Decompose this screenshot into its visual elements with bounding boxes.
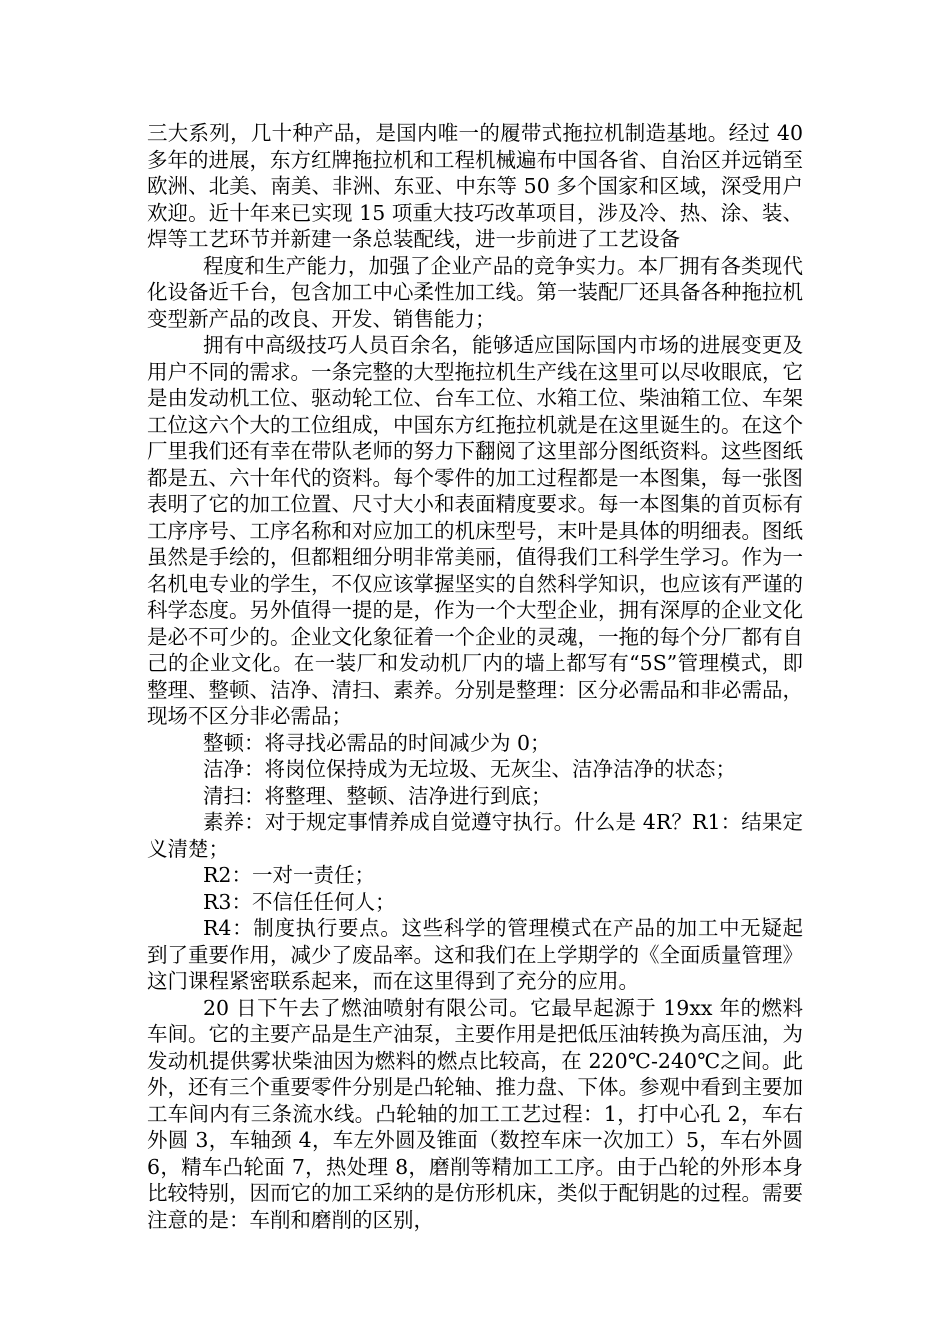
paragraph-5: 洁净：将岗位保持成为无垃圾、无灰尘、洁净洁净的状态； bbox=[203, 757, 736, 781]
paragraph-1: 三大系列，几十种产品，是国内唯一的履带式拖拉机制造基地。经过 40 多年的进展，东方红牌拖拉机和工程机械遍布中国各省、自治区并远销至欧洲、北美、南美、非洲、东亚、中东等 50 多个国家和区域，深受用户欢迎。近十年来已实现 15 项重大技巧改革项目，涉及冷、热、涂、装、焊等工艺环节并新建一条总装配线，进一步前进了工艺设备 bbox=[147, 121, 810, 251]
paragraph-6: 清扫：将整理、整顿、洁净进行到底； bbox=[203, 783, 552, 808]
paragraph-8: R2：一对一责任； bbox=[203, 863, 375, 887]
paragraph-3: 拥有中高级技巧人员百余名，能够适应国际国内市场的进展变更及用户不同的需求。一条完整的大型拖拉机生产线在这里可以尽收眼底，它是由发动机工位、驱动轮工位、台车工位、水箱工位、柴油箱工位、车架工位这六个大的工位组成，中国东方红拖拉机就是在这里诞生的。在这个厂里我们还有幸在带队老师的努力下翻阅了这里部分图纸资料。这些图纸都是五、六十年代的资料。每个零件的加工过程都是一本图集，每一张图表明了它的加工位置、尺寸大小和表面精度要求。每一本图集的首页标有工序序号、工序名称和对应加工的机床型号，末叶是具体的明细表。图纸虽然是手绘的，但都粗细分明非常美丽，值得我们工科学生学习。作为一名机电专业的学生，不仅应该掌握坚实的自然科学知识，也应该有严谨的科学态度。另外值得一提的是，作为一个大型企业，拥有深厚的企业文化是必不可少的。企业文化象征着一个企业的灵魂，一拖的每个分厂都有自己的企业文化。在一装厂和发动机厂内的墙上都写有“5S”管理模式，即整理、整顿、洁净、清扫、素养。分别是整理：区分必需品和非必需品，现场不区分非必需品； bbox=[147, 333, 803, 728]
paragraph-7: 素养：对于规定事情养成自觉遵守执行。什么是 4R？R1：结果定义清楚； bbox=[147, 810, 803, 861]
paragraph-10: R4：制度执行要点。这些科学的管理模式在产品的加工中无疑起到了重要作用，减少了废品率。这和我们在上学期学的《全面质量管理》这门课程紧密联系起来，而在这里得到了充分的应用。 bbox=[147, 916, 803, 993]
paragraph-9: R3：不信任任何人； bbox=[203, 889, 396, 914]
document-body bbox=[147, 120, 810, 1233]
paragraph-2: 程度和生产能力，加强了企业产品的竞争实力。本厂拥有各类现代化设备近千台，包含加工中心柔性加工线。第一装配厂还具备各种拖拉机变型新产品的改良、开发、销售能力； bbox=[147, 253, 803, 331]
paragraph-4: 整顿：将寻找必需品的时间减少为 0； bbox=[203, 730, 551, 755]
paragraph-11: 20 日下午去了燃油喷射有限公司。它最早起源于 19xx 年的燃料车间。它的主要产品是生产油泵，主要作用是把低压油转换为高压油，为发动机提供雾状柴油因为燃料的燃点比较高，在 220℃-240℃之间。此外，还有三个重要零件分别是凸轮轴、推力盘、下体。参观中看到主要加工车间内有三条流水线。凸轮轴的加工工艺过程：1，打中心孔 2，车右外圆 3，车轴颈 4，车左外圆及锥面（数控车床一次加工）5，车右外圆 6，精车凸轮面 7，热处理 8，磨削等精加工工序。由于凸轮的外形本身比较特别，因而它的加工采纳的是仿形机床，类似于配钥匙的过程。需要注意的是：车削和磨削的区别， bbox=[147, 995, 810, 1232]
